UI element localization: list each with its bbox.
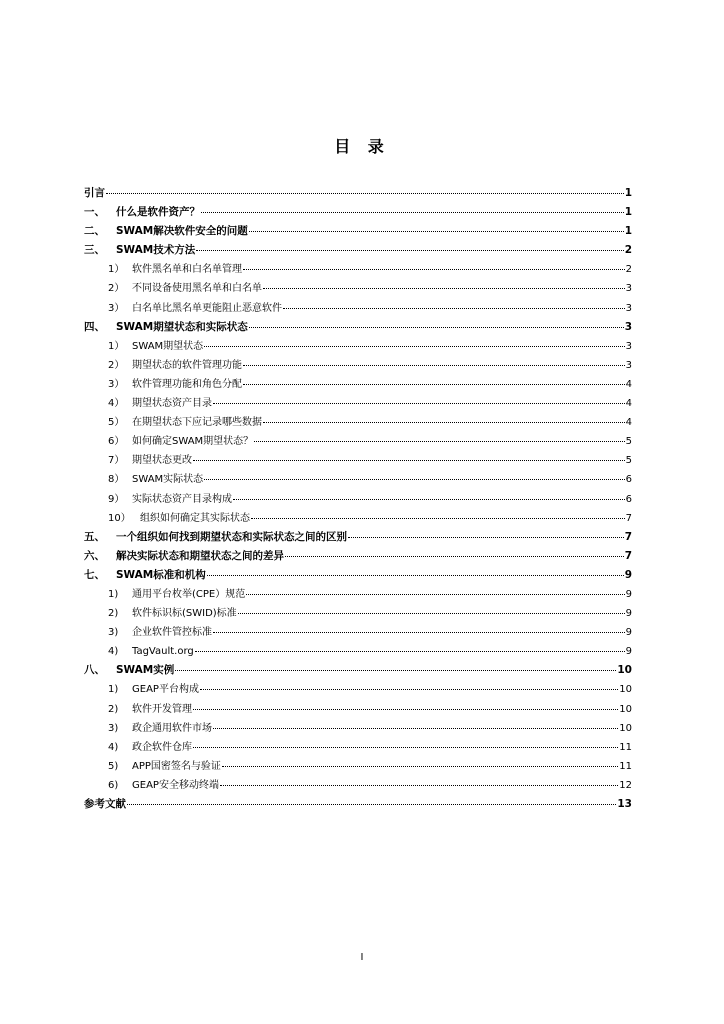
toc-entry-title: GEAP安全移动终端 [132,779,219,791]
toc-entry-page: 7 [624,530,632,543]
toc-entry-page: 1 [624,187,632,199]
toc-entry-number: 3) [108,722,119,734]
page-number: I [360,952,364,963]
toc-entry-number: 七、 [84,568,105,581]
toc-entry[interactable] [84,795,632,814]
toc-entry-page: 3 [625,359,632,371]
toc-entry-title: 期望状态资产目录 [132,398,212,410]
toc-leader-dots [193,709,618,710]
toc-entry-title: 实际状态资产目录构成 [132,493,232,505]
toc-entry[interactable] [84,337,632,356]
toc-leader-dots [238,613,625,614]
toc-leader-dots [263,288,625,289]
toc-leader-dots [254,441,624,442]
toc-entry-page: 2 [624,244,632,257]
toc-entry[interactable] [84,241,632,260]
toc-entry-title: 政企软件仓库 [132,741,192,753]
toc-entry[interactable] [84,604,632,623]
table-of-contents [84,184,632,814]
toc-leader-dots [348,537,624,538]
toc-entry[interactable] [84,509,632,528]
toc-leader-dots [175,670,616,671]
toc-entry[interactable] [84,356,632,375]
toc-leader-dots [213,632,625,633]
toc-leader-dots [213,728,618,729]
toc-entry-title: 如何确定SWAM期望状态？ [132,436,254,448]
toc-entry-number: 6) [108,779,119,791]
toc-entry-page: 4 [625,417,632,429]
toc-entry-page: 10 [619,722,632,734]
toc-leader-dots [222,766,618,767]
toc-entry-number: 4) [108,646,119,658]
toc-entry-page: 4 [625,378,632,390]
toc-entry[interactable] [84,299,632,318]
toc-leader-dots [243,269,625,270]
toc-leader-dots [106,193,624,194]
toc-entry-number: 一、 [84,206,105,219]
toc-entry-number: 三、 [84,244,105,257]
toc-entry[interactable] [84,470,632,489]
toc-entry[interactable] [84,776,632,795]
toc-entry[interactable] [84,642,632,661]
toc-leader-dots [251,518,625,519]
toc-entry-page: 9 [625,627,632,639]
toc-leader-dots [213,403,625,404]
toc-entry-number: 2) [108,608,119,620]
toc-entry-number: 5） [108,417,125,429]
toc-entry-page: 12 [619,779,632,791]
toc-entry-title: GEAP平台构成 [132,684,199,696]
toc-leader-dots [200,689,618,690]
toc-entry[interactable] [84,547,632,566]
toc-entry[interactable] [84,680,632,699]
toc-entry-number: 1) [108,588,119,600]
toc-entry[interactable] [84,318,632,337]
toc-entry-title: 通用平台枚举(CPE）规范 [132,588,246,600]
toc-entry-page: 3 [624,320,632,333]
toc-entry[interactable] [84,260,632,279]
toc-leader-dots [204,346,624,347]
toc-entry[interactable] [84,719,632,738]
toc-leader-dots [195,651,625,652]
toc-leader-dots [249,231,624,232]
toc-entry-page: 4 [625,398,632,410]
toc-entry-number: 5) [108,760,119,772]
toc-entry-number: 2） [108,359,125,371]
toc-entry-page: 3 [625,302,632,314]
toc-entry-number: 8） [108,474,125,486]
toc-entry-page: 10 [619,684,632,696]
toc-entry-title: 期望状态更改 [132,455,192,467]
toc-leader-dots [243,384,625,385]
toc-entry-number: 10） [108,512,131,524]
toc-entry-page: 6 [625,474,632,486]
toc-entry-title: 引言 [84,187,105,199]
toc-entry-number: 3） [108,302,125,314]
toc-entry-page: 9 [624,568,632,581]
toc-entry-page: 7 [624,549,632,562]
toc-leader-dots [283,308,625,309]
toc-entry-title: SWAM期望状态和实际状态 [116,320,248,333]
toc-leader-dots [249,327,624,328]
toc-entry-title: 在期望状态下应记录哪些数据 [132,417,262,429]
toc-entry-title: 期望状态的软件管理功能 [132,359,242,371]
toc-entry-number: 1） [108,264,125,276]
toc-entry-page: 13 [617,798,632,810]
toc-entry-number: 3) [108,627,119,639]
toc-entry-title: 政企通用软件市场 [132,722,212,734]
toc-entry-page: 1 [624,206,632,219]
toc-entry-number: 4) [108,741,119,753]
toc-entry-title: APP国密签名与验证 [132,760,221,772]
toc-leader-dots [204,479,624,480]
toc-entry-number: 二、 [84,225,105,238]
toc-leader-dots [220,785,618,786]
toc-entry-title: 软件管理功能和角色分配 [132,378,242,390]
toc-entry-number: 6） [108,436,125,448]
toc-entry-number: 9） [108,493,125,505]
toc-entry-page: 2 [625,264,632,276]
toc-entry-number: 2） [108,283,125,295]
toc-entry-title: 参考文献 [84,798,126,810]
toc-entry[interactable] [84,490,632,509]
toc-entry-title: 解决实际状态和期望状态之间的差异 [116,549,284,562]
toc-entry[interactable] [84,700,632,719]
toc-entry-page: 11 [619,741,632,753]
toc-entry-number: 7） [108,455,125,467]
toc-entry[interactable] [84,413,632,432]
toc-entry[interactable] [84,222,632,241]
toc-entry-title: 企业软件管控标准 [132,627,212,639]
toc-entry[interactable] [84,528,632,547]
toc-entry-title: 不同设备使用黑名单和白名单 [132,283,262,295]
toc-entry-title: 白名单比黑名单更能阻止恶意软件 [132,302,282,314]
toc-entry-title: SWAM解决软件安全的问题 [116,225,248,238]
toc-entry-page: 5 [625,455,632,467]
toc-entry-title: TagVault.org [132,646,194,658]
toc-entry-page: 7 [625,512,632,524]
toc-entry-title: SWAM标准和机构 [116,568,206,581]
toc-entry[interactable] [84,394,632,413]
toc-entry[interactable] [84,279,632,298]
toc-entry[interactable] [84,375,632,394]
toc-entry-number: 1) [108,684,119,696]
toc-entry-number: 四、 [84,320,105,333]
toc-leader-dots [285,556,624,557]
toc-entry-title: 组织如何确定其实际状态 [140,512,250,524]
toc-entry-number: 1） [108,340,125,352]
toc-entry-title: SWAM期望状态 [132,340,204,352]
toc-entry-page: 9 [625,588,632,600]
toc-entry[interactable] [84,623,632,642]
toc-entry-number: 五、 [84,530,105,543]
toc-entry[interactable] [84,184,632,203]
toc-entry-number: 八、 [84,664,105,677]
toc-leader-dots [233,499,625,500]
toc-entry-page: 9 [625,646,632,658]
toc-entry-title: SWAM技术方法 [116,244,196,257]
toc-entry[interactable] [84,661,632,680]
toc-leader-dots [207,575,624,576]
toc-entry-page: 6 [625,493,632,505]
toc-leader-dots [193,460,625,461]
toc-entry-title: 一个组织如何找到期望状态和实际状态之间的区别 [116,530,347,543]
toc-entry-number: 六、 [84,549,105,562]
toc-entry-title: 软件开发管理 [132,703,192,715]
toc-leader-dots [263,422,625,423]
toc-entry-title: 软件黑名单和白名单管理 [132,264,242,276]
toc-entry[interactable] [84,432,632,451]
toc-entry-number: 2) [108,703,119,715]
toc-entry[interactable] [84,566,632,585]
toc-entry-page: 1 [624,225,632,238]
toc-leader-dots [193,747,618,748]
toc-entry[interactable] [84,757,632,776]
toc-entry[interactable] [84,738,632,757]
toc-leader-dots [246,594,624,595]
toc-entry-page: 5 [625,436,632,448]
toc-entry-page: 10 [619,703,632,715]
toc-entry-page: 10 [617,664,632,677]
toc-entry-number: 4） [108,398,125,410]
toc-entry-page: 11 [619,760,632,772]
toc-entry-page: 3 [625,340,632,352]
toc-entry[interactable] [84,451,632,470]
toc-entry-title: SWAM实例 [116,664,175,677]
toc-entry[interactable] [84,203,632,222]
toc-leader-dots [127,804,616,805]
toc-entry-page: 9 [625,608,632,620]
page-title: 目 录 [334,137,390,156]
toc-entry-page: 3 [625,283,632,295]
toc-leader-dots [196,250,623,251]
toc-entry[interactable] [84,585,632,604]
toc-entry-number: 3） [108,378,125,390]
toc-entry-title: 软件标识标(SWID)标准 [132,608,237,620]
toc-leader-dots [243,365,625,366]
toc-entry-title: SWAM实际状态 [132,474,204,486]
toc-entry-title: 什么是软件资产？ [116,206,200,219]
toc-leader-dots [201,212,624,213]
